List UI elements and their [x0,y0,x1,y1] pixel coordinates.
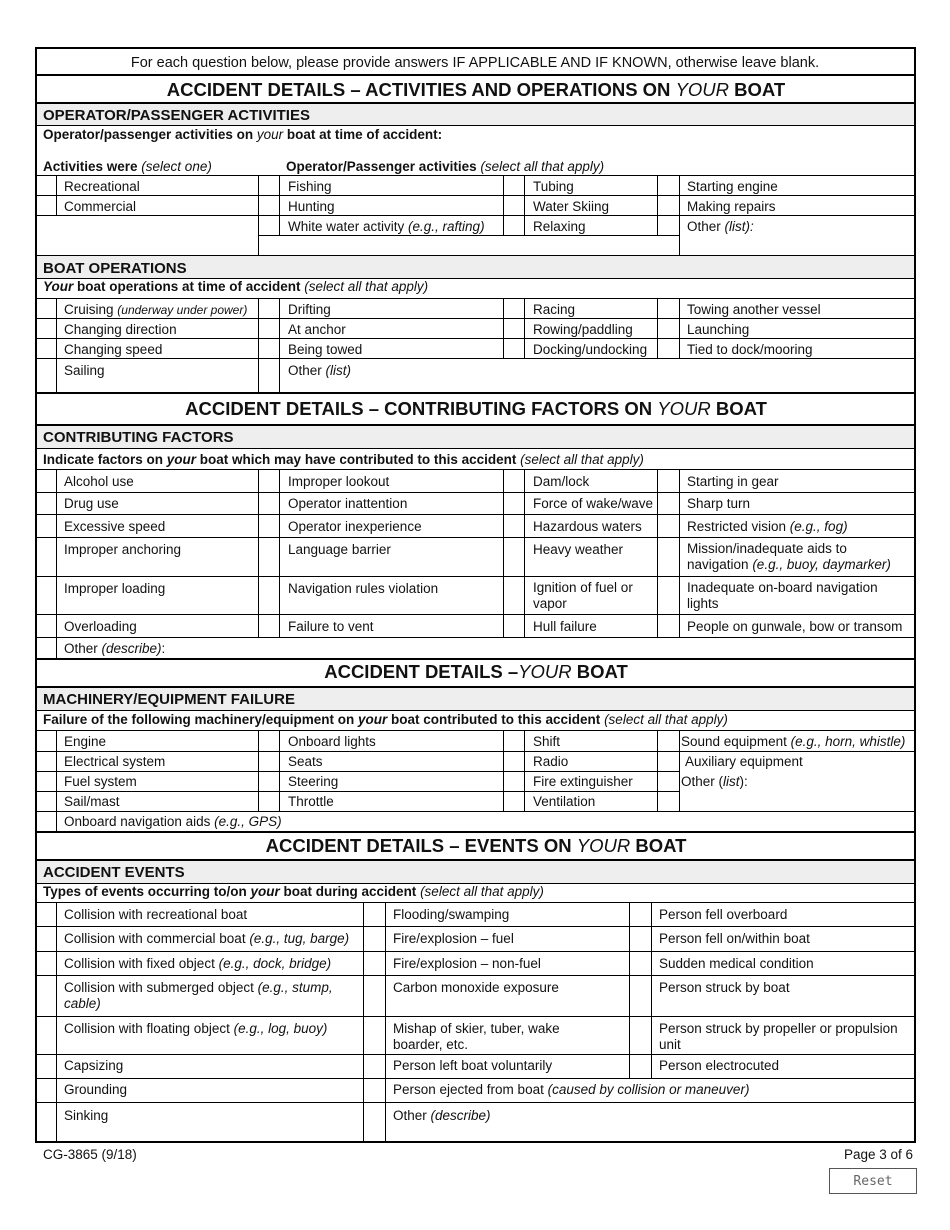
checkbox-heavy-weather[interactable] [505,538,523,576]
checkbox-sail-mast[interactable] [38,792,56,811]
checkbox-changing-speed[interactable] [38,339,56,358]
reset-button[interactable]: Reset [829,1168,917,1194]
checkbox-ejected[interactable] [365,1079,383,1102]
option-collision-submerged: Collision with submerged object (e.g., stump, cable) [64,980,333,1011]
option-people-on-gunwale: People on gunwale, bow or transom [687,619,903,634]
checkbox-white-water[interactable] [260,216,278,235]
option-electrocuted: Person electrocuted [659,1058,780,1073]
checkbox-shift[interactable] [505,731,523,751]
checkbox-fell-within-boat[interactable] [631,927,649,951]
contributing-factors-heading: CONTRIBUTING FACTORS [43,429,234,446]
option-sound-equipment: Sound equipment (e.g., horn, whistle) [681,734,906,749]
checkbox-throttle[interactable] [260,792,278,811]
option-changing-speed: Changing speed [64,342,163,357]
option-cruising: Cruising (underway under power) [64,302,248,317]
option-struck-by-propeller: Person struck by propeller or propulsion unit [659,1021,898,1052]
checkbox-electrical-system[interactable] [38,752,56,771]
checkbox-language-barrier[interactable] [260,538,278,576]
option-inadequate-aids: Mission/inadequate aids to navigation (e.g., buoy, daymarker) [687,541,891,572]
option-fell-within-boat: Person fell on/within boat [659,931,810,946]
boat-operations-question: Your boat operations at time of accident (select all that apply) [43,279,429,294]
option-restricted-vision: Restricted vision (e.g., fog) [687,519,848,534]
checkbox-struck-by-boat[interactable] [631,976,649,1016]
option-sharp-turn: Sharp turn [687,496,751,511]
option-rowing-paddling: Rowing/paddling [533,322,633,337]
checkbox-event-other[interactable] [365,1103,383,1141]
checkbox-inadequate-aids[interactable] [659,538,677,576]
option-excessive-speed: Excessive speed [64,519,166,534]
accident-events-heading: ACCIDENT EVENTS [43,864,185,881]
option-collision-recreational: Collision with recreational boat [64,907,248,922]
option-capsizing: Capsizing [64,1058,124,1073]
intro-text: For each question below, please provide answers IF APPLICABLE AND IF KNOWN, otherwise leave blank. [130,55,820,71]
option-hazardous-waters: Hazardous waters [533,519,642,534]
checkbox-seats[interactable] [260,752,278,771]
checkbox-engine[interactable] [38,731,56,751]
option-water-skiing: Water Skiing [533,199,610,214]
option-medical-condition: Sudden medical condition [659,956,814,971]
option-ejected: Person ejected from boat (caused by collision or maneuver) [393,1082,750,1097]
machinery-question: Failure of the following machinery/equipment on your boat contributed to this accident (select all that apply) [43,712,728,727]
checkbox-auxiliary-equipment[interactable] [659,752,677,771]
activities-were-label: Activities were (select one) [43,159,212,174]
checkbox-overloading[interactable] [38,615,56,637]
option-docking: Docking/undocking [533,342,648,357]
form-id: CG-3865 (9/18) [43,1147,137,1162]
checkbox-improper-loading[interactable] [38,577,56,614]
checkbox-flooding[interactable] [365,903,383,926]
option-auxiliary-equipment: Auxiliary equipment [685,754,803,769]
checkbox-collision-floating[interactable] [38,1017,56,1054]
option-sailing: Sailing [64,363,105,378]
option-operator-inattention: Operator inattention [288,496,408,511]
checkbox-electrocuted[interactable] [631,1055,649,1078]
checkbox-improper-anchoring[interactable] [38,538,56,576]
option-onboard-lights: Onboard lights [288,734,376,749]
checkbox-collision-commercial[interactable] [38,927,56,951]
checkbox-carbon-monoxide[interactable] [365,976,383,1016]
checkbox-activity-other[interactable] [659,216,677,235]
checkbox-fire-extinguisher[interactable] [505,772,523,791]
checkbox-launching[interactable] [659,319,677,338]
checkbox-starting-engine[interactable] [659,176,677,195]
option-fire-non-fuel: Fire/explosion – non-fuel [393,956,541,971]
boat-operations-heading: BOAT OPERATIONS [43,260,187,277]
operator-activities-question: Operator/passenger activities on your boat at time of accident: [43,127,443,142]
option-starting-engine: Starting engine [687,179,778,194]
option-event-other: Other (describe) [393,1108,491,1123]
checkbox-drifting[interactable] [260,299,278,318]
option-equipment-other: Other (list): [681,774,748,789]
option-left-voluntarily: Person left boat voluntarily [393,1058,553,1073]
checkbox-collision-recreational[interactable] [38,903,56,926]
option-commercial: Commercial [64,199,137,214]
checkbox-hazardous-waters[interactable] [505,515,523,537]
checkbox-radio[interactable] [505,752,523,771]
checkbox-left-voluntarily[interactable] [365,1055,383,1078]
option-engine: Engine [64,734,107,749]
checkbox-improper-lookout[interactable] [260,470,278,492]
option-fire-fuel: Fire/explosion – fuel [393,931,514,946]
checkbox-tubing[interactable] [505,176,523,195]
checkbox-navigation-rules[interactable] [260,577,278,614]
option-alcohol-use: Alcohol use [64,474,134,489]
option-electrical-system: Electrical system [64,754,166,769]
checkbox-collision-fixed[interactable] [38,952,56,975]
option-collision-fixed: Collision with fixed object (e.g., dock, bridge) [64,956,332,971]
checkbox-rowing-paddling[interactable] [505,319,523,338]
option-carbon-monoxide: Carbon monoxide exposure [393,980,559,995]
option-at-anchor: At anchor [288,322,346,337]
section-title-contributing: ACCIDENT DETAILS – CONTRIBUTING FACTORS ON YOUR BOAT [185,398,767,419]
accident-events-question: Types of events occurring to/on your boat during accident (select all that apply) [43,884,544,899]
checkbox-sailing[interactable] [38,359,56,392]
checkbox-force-of-wake[interactable] [505,493,523,514]
checkbox-making-repairs[interactable] [659,196,677,215]
checkbox-docking[interactable] [505,339,523,358]
operator-passenger-activities-label: Operator/Passenger activities (select all that apply) [286,159,605,174]
checkbox-factor-other[interactable] [38,638,56,658]
option-collision-commercial: Collision with commercial boat (e.g., tug, barge) [64,931,350,946]
checkbox-fire-fuel[interactable] [365,927,383,951]
option-sail-mast: Sail/mast [64,794,120,809]
option-launching: Launching [687,322,750,337]
option-operator-inexperience: Operator inexperience [288,519,422,534]
option-drifting: Drifting [288,302,331,317]
checkbox-operations-other[interactable] [260,359,278,392]
option-failure-to-vent: Failure to vent [288,619,374,634]
option-hunting: Hunting [288,199,335,214]
option-recreational: Recreational [64,179,140,194]
checkbox-ignition-of-fuel[interactable] [505,577,523,614]
checkbox-fire-non-fuel[interactable] [365,952,383,975]
option-tied-to-dock: Tied to dock/mooring [687,342,813,357]
checkbox-struck-by-propeller[interactable] [631,1017,649,1054]
option-relaxing: Relaxing [533,219,586,234]
checkbox-cruising[interactable] [38,299,56,318]
checkbox-equipment-other[interactable] [659,772,677,811]
checkbox-fell-overboard[interactable] [631,903,649,926]
contributing-factors-question: Indicate factors on your boat which may have contributed to this accident (select all that apply) [43,452,644,467]
option-drug-use: Drug use [64,496,119,511]
option-towing-vessel: Towing another vessel [687,302,821,317]
option-operations-other: Other (list) [288,363,352,378]
checkbox-hull-failure[interactable] [505,615,523,637]
option-mishap-skier: Mishap of skier, tuber, wake boarder, etc. [393,1021,560,1052]
checkbox-being-towed[interactable] [260,339,278,358]
option-navigation-rules: Navigation rules violation [288,581,439,596]
checkbox-ventilation[interactable] [505,792,523,811]
checkbox-people-on-gunwale[interactable] [659,615,677,637]
option-fell-overboard: Person fell overboard [659,907,788,922]
checkbox-fuel-system[interactable] [38,772,56,791]
checkbox-hunting[interactable] [260,196,278,215]
option-radio: Radio [533,754,569,769]
checkbox-at-anchor[interactable] [260,319,278,338]
option-being-towed: Being towed [288,342,363,357]
option-seats: Seats [288,754,323,769]
checkbox-inadequate-lights[interactable] [659,577,677,614]
option-dam-lock: Dam/lock [533,474,590,489]
option-tubing: Tubing [533,179,574,194]
option-shift: Shift [533,734,561,749]
option-ignition-of-fuel: Ignition of fuel or vapor [533,580,633,611]
checkbox-sound-equipment[interactable] [659,731,677,751]
option-inadequate-lights: Inadequate on-board navigation lights [687,580,878,611]
checkbox-collision-submerged[interactable] [38,976,56,1016]
checkbox-towing-vessel[interactable] [659,299,677,318]
checkbox-excessive-speed[interactable] [38,515,56,537]
section-title-events: ACCIDENT DETAILS – EVENTS ON YOUR BOAT [265,835,687,856]
option-improper-anchoring: Improper anchoring [64,542,182,557]
checkbox-mishap-skier[interactable] [365,1017,383,1054]
option-collision-floating: Collision with floating object (e.g., log, buoy) [64,1021,328,1036]
checkbox-drug-use[interactable] [38,493,56,514]
option-heavy-weather: Heavy weather [533,542,624,557]
checkbox-onboard-lights[interactable] [260,731,278,751]
checkbox-commercial[interactable] [38,196,56,215]
option-fishing: Fishing [288,179,332,194]
option-grounding: Grounding [64,1082,128,1097]
option-improper-lookout: Improper lookout [288,474,390,489]
machinery-heading: MACHINERY/EQUIPMENT FAILURE [43,691,295,708]
checkbox-racing[interactable] [505,299,523,318]
option-overloading: Overloading [64,619,137,634]
option-struck-by-boat: Person struck by boat [659,980,790,995]
option-fuel-system: Fuel system [64,774,137,789]
checkbox-grounding[interactable] [38,1079,56,1102]
checkbox-capsizing[interactable] [38,1055,56,1078]
option-force-of-wake: Force of wake/wave [533,496,654,511]
checkbox-relaxing[interactable] [505,216,523,235]
option-white-water: White water activity (e.g., rafting) [288,219,485,234]
checkbox-medical-condition[interactable] [631,952,649,975]
option-starting-in-gear: Starting in gear [687,474,779,489]
option-sinking: Sinking [64,1108,109,1123]
checkbox-sharp-turn[interactable] [659,493,677,514]
option-ventilation: Ventilation [533,794,596,809]
option-making-repairs: Making repairs [687,199,776,214]
checkbox-failure-to-vent[interactable] [260,615,278,637]
option-steering: Steering [288,774,339,789]
checkbox-water-skiing[interactable] [505,196,523,215]
section-title-activities: ACCIDENT DETAILS – ACTIVITIES AND OPERATIONS ON YOUR BOAT [166,79,786,100]
checkbox-alcohol-use[interactable] [38,470,56,492]
option-flooding: Flooding/swamping [393,907,510,922]
checkbox-changing-direction[interactable] [38,319,56,338]
checkbox-steering[interactable] [260,772,278,791]
section-title-your-boat: ACCIDENT DETAILS –YOUR BOAT [324,661,628,682]
option-activity-other: Other (list): [687,219,754,234]
checkbox-dam-lock[interactable] [505,470,523,492]
option-improper-loading: Improper loading [64,581,166,596]
checkbox-fishing[interactable] [260,176,278,195]
option-factor-other: Other (describe): [64,641,166,656]
option-hull-failure: Hull failure [533,619,597,634]
checkbox-operator-inattention[interactable] [260,493,278,514]
checkbox-recreational[interactable] [38,176,56,195]
checkbox-restricted-vision[interactable] [659,515,677,537]
option-fire-extinguisher: Fire extinguisher [533,774,633,789]
checkbox-sinking[interactable] [38,1103,56,1141]
checkbox-tied-to-dock[interactable] [659,339,677,358]
option-language-barrier: Language barrier [288,542,391,557]
option-throttle: Throttle [288,794,334,809]
option-changing-direction: Changing direction [64,322,177,337]
checkbox-operator-inexperience[interactable] [260,515,278,537]
option-racing: Racing [533,302,576,317]
option-onboard-nav-aids: Onboard navigation aids (e.g., GPS) [64,814,282,829]
checkbox-onboard-nav-aids[interactable] [38,812,56,831]
operator-activities-heading: OPERATOR/PASSENGER ACTIVITIES [43,107,310,124]
page-number: Page 3 of 6 [843,1147,913,1162]
checkbox-starting-in-gear[interactable] [659,470,677,492]
